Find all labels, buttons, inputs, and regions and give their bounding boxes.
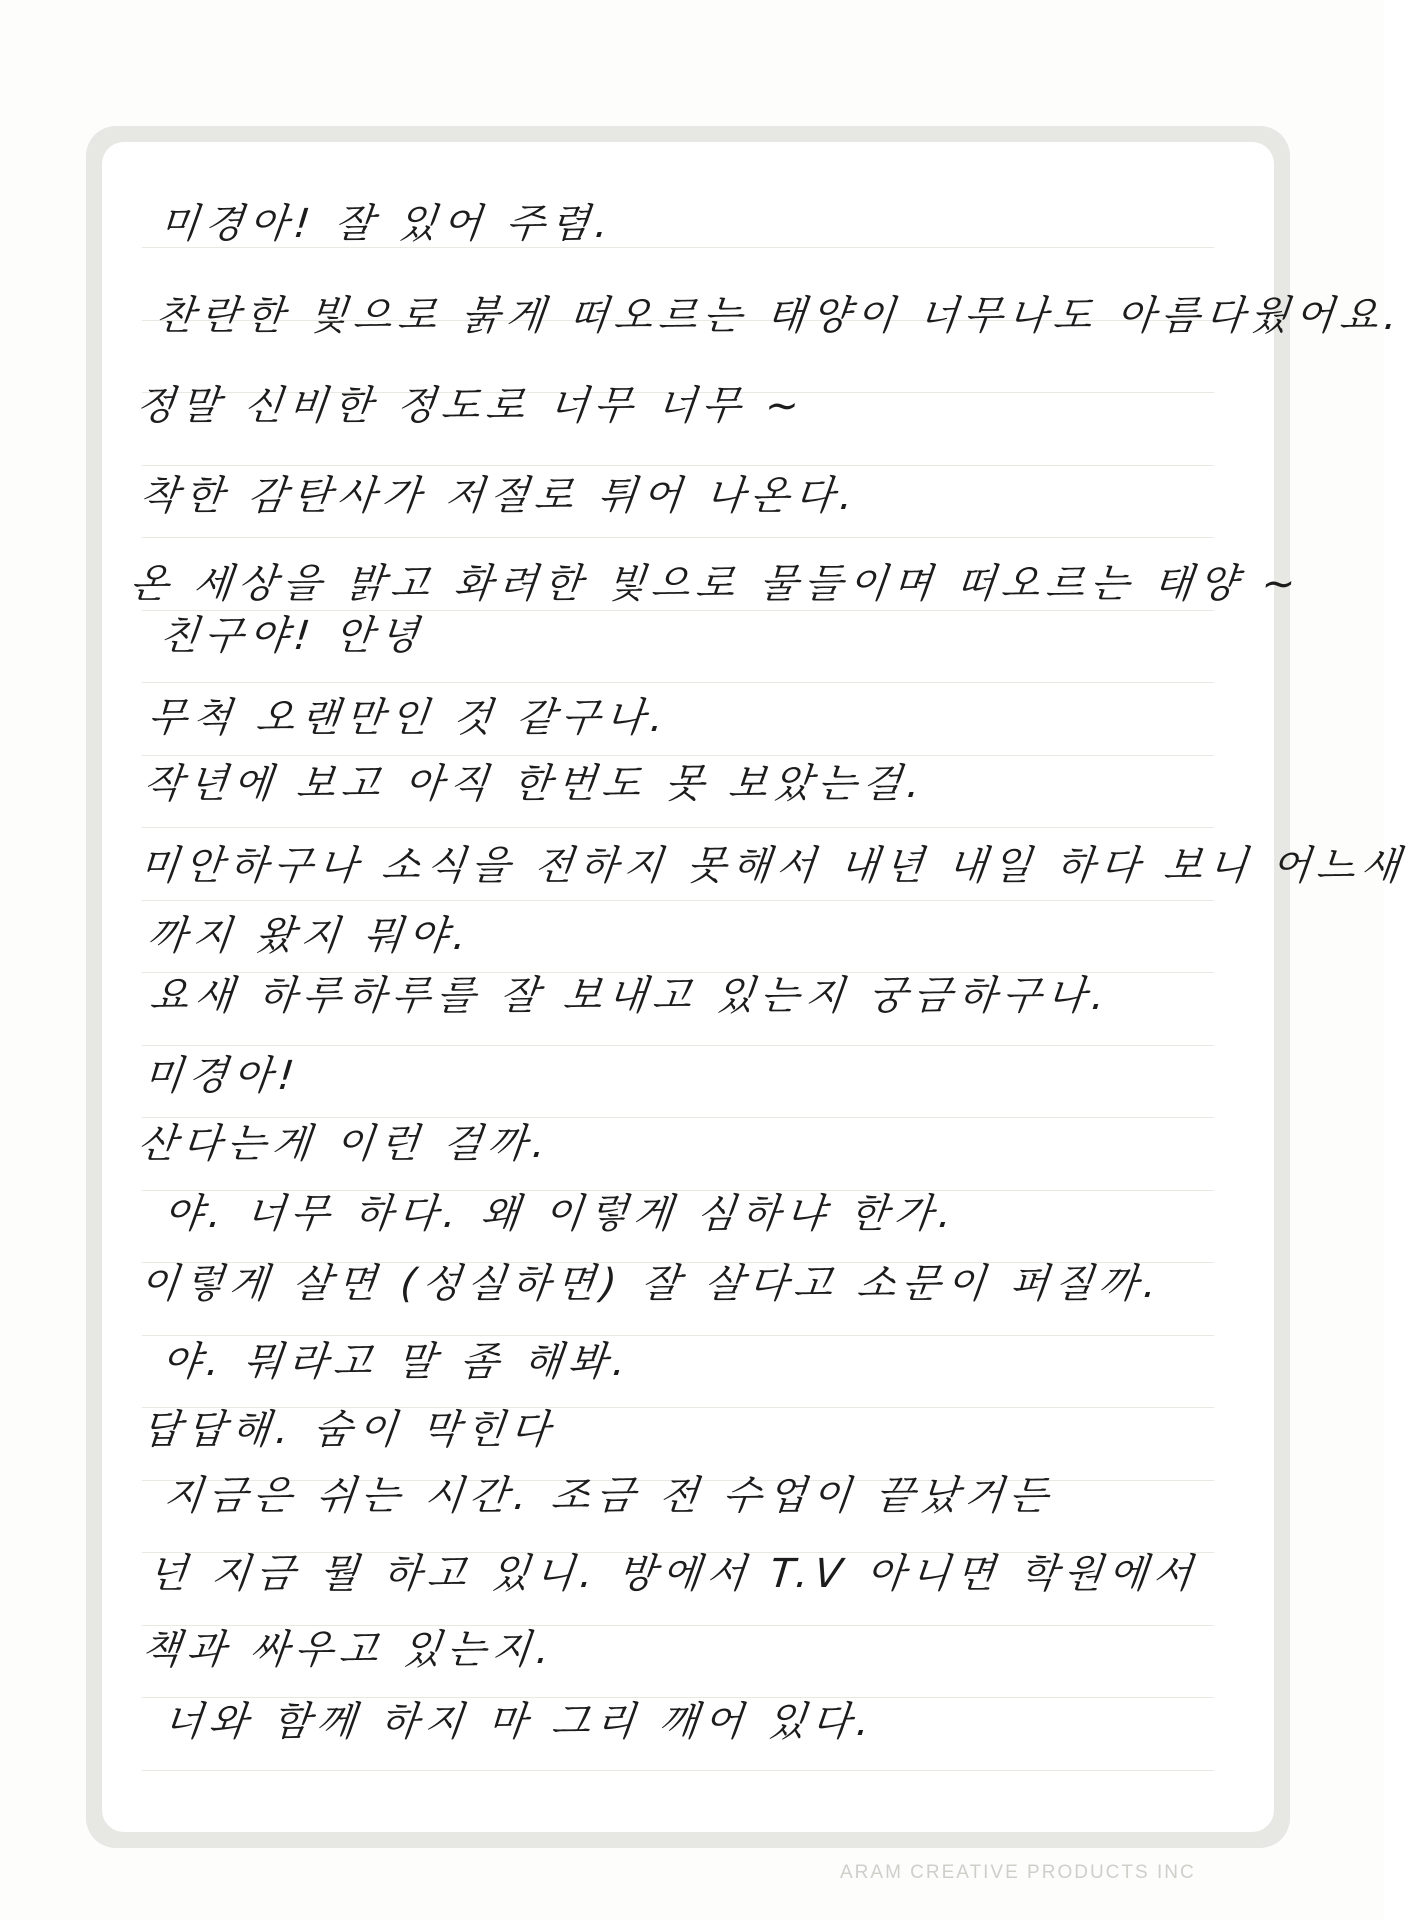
letter-line: 미경아! bbox=[141, 1053, 303, 1099]
letter-line: 찬란한 빛으로 붉게 떠오르는 태양이 너무나도 아름다웠어요. bbox=[153, 293, 1406, 339]
letter-line: 착한 감탄사가 저절로 튀어 나온다. bbox=[137, 473, 861, 519]
letter-line: 책과 싸우고 있는지. bbox=[139, 1627, 558, 1673]
letter-line: 작년에 보고 아직 한번도 못 보았는걸. bbox=[141, 761, 929, 807]
letter-line: 무척 오랜만인 것 같구나. bbox=[145, 695, 672, 741]
letter-line: 요새 하루하루를 잘 보내고 있는지 궁금하구나. bbox=[147, 973, 1113, 1019]
letter-line: 지금은 쉬는 시간. 조금 전 수업이 끝났거든 bbox=[161, 1473, 1057, 1519]
writing-area bbox=[102, 142, 1408, 1832]
letter-line: 까지 왔지 뭐야. bbox=[145, 913, 475, 959]
letter-line: 온 세상을 밝고 화려한 빛으로 물들이며 떠오르는 태양 ~ bbox=[127, 561, 1304, 607]
letter-line: 이렇게 살면 (성실하면) 잘 살다고 소문이 퍼질까. bbox=[137, 1261, 1165, 1307]
publisher-imprint: ARAM CREATIVE PRODUCTS INC bbox=[840, 1862, 1196, 1883]
letter-line: 넌 지금 뭘 하고 있니. 방에서 T.V 아니면 학원에서 bbox=[145, 1551, 1201, 1597]
letter-line: 정말 신비한 정도로 너무 너무 ~ bbox=[133, 383, 808, 429]
letter-line: 미안하구나 소식을 전하지 못해서 내년 내일 하다 보니 어느새 bbox=[137, 843, 1408, 889]
letter-line: 답답해. 숨이 막힌다 bbox=[139, 1407, 558, 1453]
letter-line: 너와 함께 하지 마 그리 깨어 있다. bbox=[161, 1699, 878, 1745]
handwritten-letter bbox=[102, 142, 1408, 1832]
letter-line: 미경아! 잘 있어 주렴. bbox=[157, 201, 617, 247]
letter-line: 산다는게 이런 걸까. bbox=[135, 1121, 554, 1167]
letter-line: 야. 뭐라고 말 좀 해봐. bbox=[159, 1339, 634, 1385]
letter-line: 야. 너무 하다. 왜 이렇게 심하냐 한가. bbox=[161, 1191, 960, 1237]
letter-line: 친구야! 안녕 bbox=[157, 613, 427, 659]
